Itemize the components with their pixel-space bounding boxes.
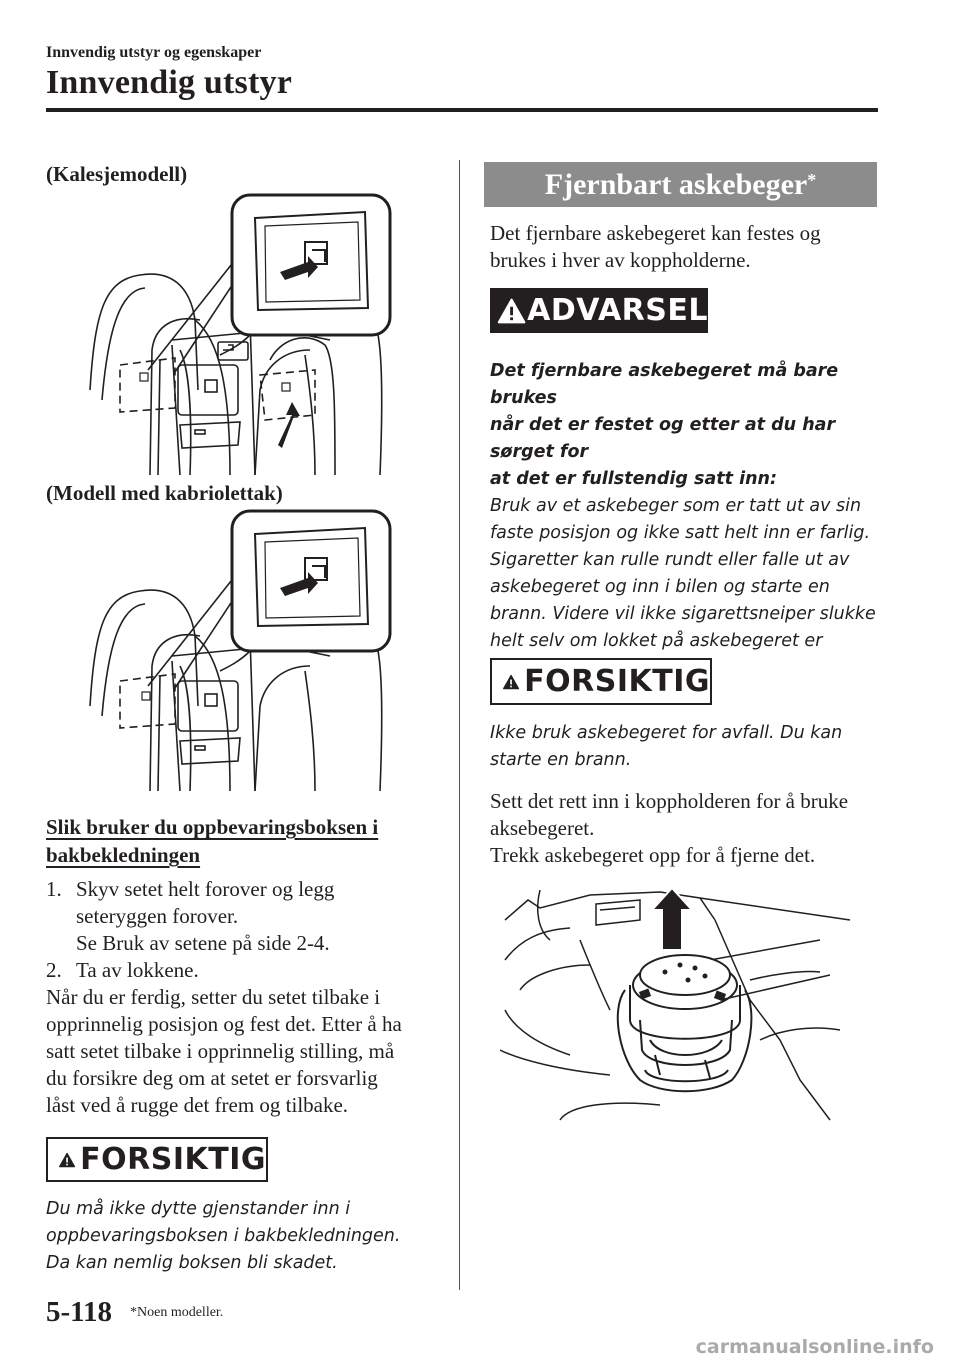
caution-line: starte en brann. xyxy=(490,750,632,770)
paragraph-line: aksebegeret. xyxy=(490,816,595,840)
chapter-title: Innvendig utstyr xyxy=(46,64,292,101)
footnote: *Noen modeller. xyxy=(130,1305,224,1320)
warning-box xyxy=(490,288,708,333)
step-text: seteryggen forover. xyxy=(76,904,239,928)
step-text: Skyv setet helt forover og legg xyxy=(76,877,335,901)
caution-label: FORSIKTIG xyxy=(80,1142,266,1177)
paragraph-line: du forsikre deg om at setet er forsvarlig xyxy=(46,1066,378,1090)
footnote-marker: * xyxy=(807,170,817,190)
warning-line: Bruk av et askebeger som er tatt ut av sin xyxy=(490,496,862,516)
warning-line: brann. Videre vil ikke sigarettsneiper slukke xyxy=(490,604,876,624)
subheading xyxy=(46,813,378,869)
warning-bold-line: når det er festet og etter at du har sørget for xyxy=(490,415,836,462)
column-divider xyxy=(459,160,460,1290)
warning-line: Sigaretter kan rulle rundt eller falle ut av xyxy=(490,550,850,570)
steps-list xyxy=(46,876,446,1119)
figure-caption-hardtop: (Kalesjemodell) xyxy=(46,162,188,186)
storage-box-illustration-convertible xyxy=(80,506,400,791)
list-item xyxy=(46,957,446,984)
paragraph-line: opprinnelig posisjon og fest det. Etter å ha xyxy=(46,1012,402,1036)
warning-line: helt selv om lokket på askebegeret er xyxy=(490,631,823,651)
caution-line: Du må ikke dytte gjenstander inn i xyxy=(46,1199,351,1219)
storage-box-illustration-hardtop xyxy=(80,190,400,475)
paragraph-line: satt setet tilbake i opprinnelig stilling, må xyxy=(46,1039,395,1063)
step-number: 1. xyxy=(46,877,62,901)
paragraph-line: Det fjernbare askebegeret kan festes og xyxy=(490,221,821,245)
warning-triangle-icon xyxy=(496,291,527,331)
section-heading-text: Fjernbart askebeger xyxy=(544,167,808,201)
caution-text-right xyxy=(490,720,890,774)
header-rule xyxy=(46,108,878,112)
section-label: Innvendig utstyr og egenskaper xyxy=(46,44,262,61)
subheading-line-1: Slik bruker du oppbevaringsboksen i xyxy=(46,815,379,839)
caution-line: oppbevaringsboksen i bakbekledningen. xyxy=(46,1226,401,1246)
step-text: Se Bruk av setene på side 2-4. xyxy=(76,931,330,955)
ashtray-illustration xyxy=(500,880,860,1140)
warning-triangle-icon xyxy=(58,1140,76,1180)
caution-text-left xyxy=(46,1196,446,1277)
section-heading xyxy=(484,162,877,207)
body-paragraph xyxy=(46,984,446,1119)
paragraph-line: låst ved å rugge det frem og tilbake. xyxy=(46,1093,349,1117)
intro-paragraph xyxy=(490,220,880,274)
watermark: carmanualsonline.info xyxy=(695,1336,934,1358)
subheading-line-2: bakbekledningen xyxy=(46,843,201,867)
caution-label: FORSIKTIG xyxy=(524,664,710,699)
page-number: 5-118 xyxy=(46,1296,113,1328)
paragraph-line: brukes i hver av koppholderne. xyxy=(490,248,751,272)
paragraph-line: Når du er ferdig, setter du setet tilbake i xyxy=(46,985,381,1009)
paragraph-line: Trekk askebegeret opp for å fjerne det. xyxy=(490,843,816,867)
warning-bold-line: at det er fullstendig satt inn: xyxy=(490,469,777,489)
step-number: 2. xyxy=(46,958,62,982)
warning-triangle-icon xyxy=(502,662,520,702)
instructions-paragraph xyxy=(490,788,890,869)
figure-caption-convertible: (Modell med kabriolettak) xyxy=(46,481,283,505)
caution-line: Ikke bruk askebegeret for avfall. Du kan xyxy=(490,723,843,743)
warning-bold-line: Det fjernbare askebegeret må bare brukes xyxy=(490,361,839,408)
warning-text xyxy=(490,358,890,682)
caution-box-left xyxy=(46,1137,268,1182)
caution-box-right xyxy=(490,658,712,705)
warning-line: askebegeret og inn i bilen og starte en xyxy=(490,577,830,597)
list-item xyxy=(46,876,446,957)
paragraph-line: Sett det rett inn i koppholderen for å bruke xyxy=(490,789,849,813)
warning-line: faste posisjon og ikke satt helt inn er farlig. xyxy=(490,523,871,543)
caution-line: Da kan nemlig boksen bli skadet. xyxy=(46,1253,338,1273)
warning-label: ADVARSEL xyxy=(527,293,708,328)
step-text: Ta av lokkene. xyxy=(76,958,199,982)
